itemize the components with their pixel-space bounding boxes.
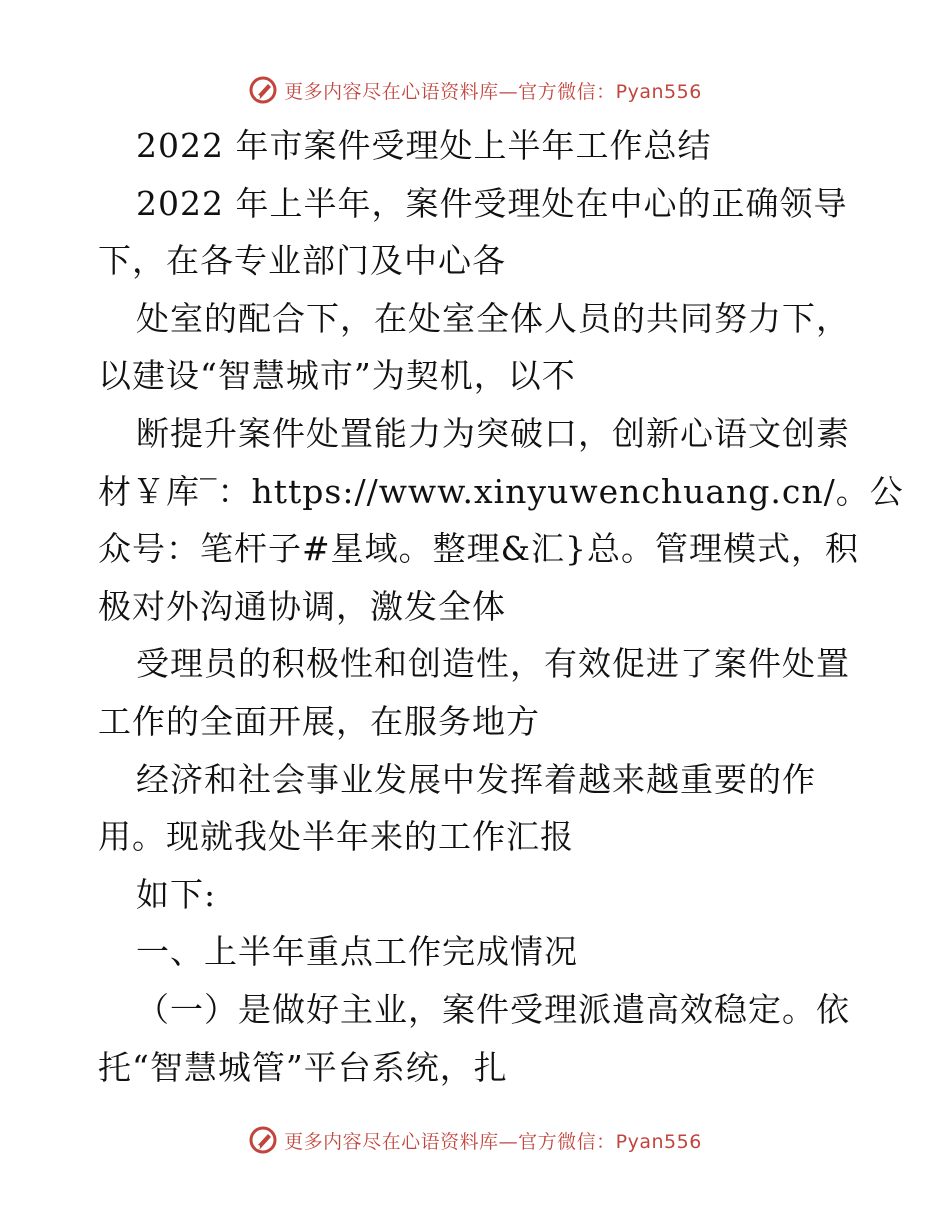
- document-body: [98, 117, 904, 1096]
- paragraph-line: 处室的配合下，在处室全体人员的共同努力下，: [136, 298, 850, 338]
- paragraph-line: 经济和社会事业发展中发挥着越来越重要的作: [136, 759, 816, 799]
- pen-logo-icon: [248, 1125, 278, 1155]
- header-banner-handle: Pyan556: [615, 80, 702, 103]
- footer-banner: [0, 1120, 950, 1160]
- pen-logo-icon: [248, 75, 278, 105]
- paragraph-line: 极对外沟通协调，激发全体: [98, 586, 506, 626]
- paragraph-line: 以建设“智慧城市”为契机，以不: [98, 356, 576, 396]
- paragraph-line: 用。现就我处半年来的工作汇报: [98, 817, 574, 857]
- paragraph-line: 下，在各专业部门及中心各: [98, 241, 506, 281]
- header-banner-label: 更多内容尽在心语资料库—官方微信：: [284, 80, 616, 103]
- paragraph-line: 受理员的积极性和创造性，有效促进了案件处置: [136, 644, 850, 684]
- section-heading: 一、上半年重点工作完成情况: [136, 932, 578, 972]
- document-title: 2022 年市案件受理处上半年工作总结: [136, 126, 712, 165]
- paragraph-line: 工作的全面开展，在服务地方: [98, 701, 540, 741]
- footer-banner-text: [284, 1127, 702, 1154]
- footer-banner-label: 更多内容尽在心语资料库—官方微信：: [284, 1130, 616, 1153]
- paragraph-line: 断提升案件处置能力为突破口，创新心语文创素: [136, 413, 850, 453]
- paragraph-line: 材￥库‾：https://www.xinyuwenchuang.cn/。公: [98, 471, 904, 511]
- paragraph-line: 如下:: [136, 874, 217, 914]
- paragraph-line: 众号：笔杆子#星域。整理&汇}总。管理模式，积: [98, 529, 860, 569]
- paragraph-line: 托“智慧城管”平台系统，扎: [98, 1047, 508, 1087]
- footer-banner-handle: Pyan556: [615, 1130, 702, 1153]
- paragraph-line: （一）是做好主业，案件受理派遣高效稳定。依: [136, 989, 850, 1029]
- paragraph-line: 2022 年上半年，案件受理处在中心的正确领导: [136, 183, 848, 223]
- header-banner-text: [284, 77, 702, 104]
- header-banner: [0, 70, 950, 110]
